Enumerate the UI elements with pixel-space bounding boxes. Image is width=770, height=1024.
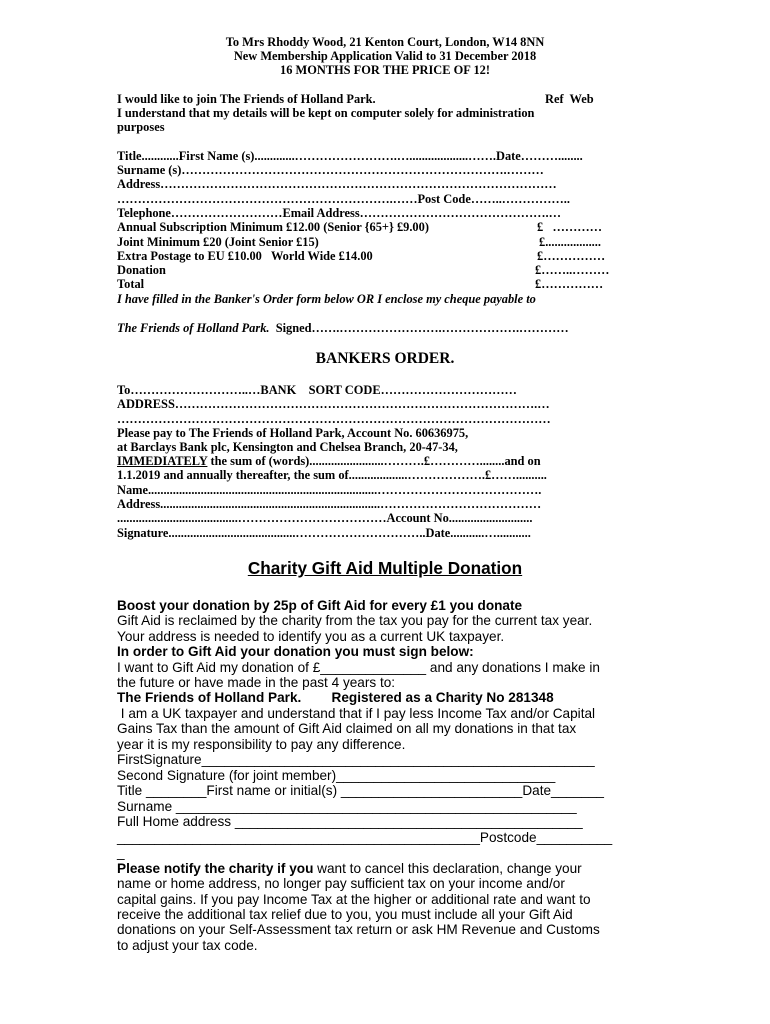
pay-to-line: Please pay to The Friends of Holland Park, Account No. 60636975,	[117, 426, 469, 440]
notify-line-6: to adjust your tax code.	[117, 938, 258, 953]
charity-name: The Friends of Holland Park.	[117, 690, 302, 705]
bankers-order-heading: BANKERS ORDER.	[315, 350, 455, 367]
address-needed-line: Your address is needed to identify you as a current UK taxpayer.	[117, 629, 505, 644]
signed-row	[117, 321, 569, 335]
understand-line-1: I understand that my details will be kept on computer solely for administration	[117, 106, 535, 120]
bank-branch-line: at Barclays Bank plc, Kensington and Chelsea Branch, 20-47-34,	[117, 440, 458, 454]
extra-postage-field[interactable]: £……………	[537, 249, 606, 263]
annual-subscription-field[interactable]: £ …………	[537, 220, 603, 234]
header-address: To Mrs Rhoddy Wood, 21 Kenton Court, London, W14 8NN	[225, 35, 545, 49]
postcode-field[interactable]: ________________________________________________Postcode__________	[117, 830, 613, 845]
gift-aid-heading: Charity Gift Aid Multiple Donation	[247, 558, 523, 578]
second-signature-field[interactable]: Second Signature (for joint member)_____________________________	[117, 768, 556, 783]
first-signature-field[interactable]: FirstSignature____________________________________________________	[117, 752, 595, 767]
reclaimed-line: Gift Aid is reclaimed by the charity from the tax you pay for the current tax year.	[117, 613, 593, 628]
annual-subscription-label: Annual Subscription Minimum £12.00 (Senior {65+} £9.00)	[117, 220, 429, 234]
title-firstname-date-field[interactable]: Title ________First name or initial(s) ________________________Date_______	[117, 783, 604, 798]
charity-registration-row	[117, 690, 554, 706]
address-postcode-field[interactable]: ………………………………………………………….……Post Code……..……………..	[117, 192, 570, 206]
bank-holder-address-field[interactable]: Address.......................................................................…………………………………	[117, 497, 542, 511]
notify-line-3: capital gains. If you pay Income Tax at the higher or additional rate and want to	[117, 892, 591, 907]
immediately-text: IMMEDIATELY	[117, 454, 208, 468]
joint-minimum-field[interactable]: £..................	[539, 235, 601, 249]
total-label: Total	[117, 277, 145, 291]
must-sign-line: In order to Gift Aid your donation you must sign below:	[117, 644, 474, 659]
signed-field[interactable]: Signed…….…………………….……………….…………	[269, 321, 569, 335]
notify-rest: want to cancel this declaration, change your	[313, 861, 582, 876]
total-field[interactable]: £……………	[535, 277, 604, 291]
bank-name-field[interactable]: Name..........................................................................………………………………….	[117, 483, 542, 497]
join-line: I would like to join The Friends of Holland Park.	[117, 92, 376, 106]
notify-line-2: name or home address, no longer pay sufficient tax on your income and/or	[117, 876, 565, 891]
want-line-2: the future or have made in the past 4 years to:	[117, 675, 396, 690]
notify-bold: Please notify the charity if you	[117, 861, 314, 876]
donation-field[interactable]: £……..………	[535, 263, 610, 277]
address-field[interactable]: Address……………………………………………………………………………………	[117, 177, 557, 191]
ref-label: Ref Web	[545, 92, 594, 106]
gift-aid-surname-field[interactable]: Surname _____________________________________________________	[117, 799, 577, 814]
notify-line-4: receive the additional tax relief due to you, you must include all your Gift Aid	[117, 907, 573, 922]
understand-line-2: purposes	[117, 120, 165, 134]
bank-signature-date-field[interactable]: Signature.........................................…………………………..Date...........…...........	[117, 526, 531, 540]
full-home-address-field[interactable]: Full Home address ______________________________________________	[117, 814, 583, 829]
taxpayer-line-1: I am a UK taxpayer and understand that if I pay less Income Tax and/or Capital	[117, 706, 596, 721]
joint-minimum-label: Joint Minimum £20 (Joint Senior £15)	[117, 235, 319, 249]
donation-label: Donation	[117, 263, 166, 277]
bankers-order-note: I have filled in the Banker's Order form below OR I enclose my cheque payable to	[117, 292, 536, 306]
gift-aid-amount-field[interactable]: I want to Gift Aid my donation of £______________ and any donations I make in	[117, 660, 600, 675]
taxpayer-line-3: year it is my responsibility to pay any difference.	[117, 737, 406, 752]
annual-sum-field[interactable]: 1.1.2019 and annually thereafter, the sum of...................……………….£……..........	[117, 468, 547, 482]
stray-underscore: _	[117, 845, 125, 860]
sum-words-row	[117, 454, 541, 468]
sum-words-field[interactable]: the sum of (words)........................……….£…………........and on	[207, 454, 541, 468]
account-number-field[interactable]: .......................................………………………………Account No...........................	[117, 511, 533, 525]
bank-sort-code-field[interactable]: To………………………..…BANK SORT CODE……………………………	[117, 383, 517, 397]
notify-line-1	[117, 861, 582, 877]
notify-line-5: donations on your Self-Assessment tax return or ask HM Revenue and Customs	[117, 922, 600, 937]
header-validity: New Membership Application Valid to 31 December 2018	[233, 49, 537, 63]
title-name-date-field[interactable]: Title............First Name (s).............…………………….…...................…….Date………........	[117, 149, 583, 163]
bank-address-field-2[interactable]: ……………………………………………………………………………………………	[117, 412, 551, 426]
header-offer: 16 MONTHS FOR THE PRICE OF 12!	[280, 63, 490, 77]
telephone-email-field[interactable]: Telephone………………………Email Address……………………………………….…	[117, 206, 562, 220]
surname-field[interactable]: Surname (s)…………………………………………………………………….………	[117, 163, 544, 177]
extra-postage-label: Extra Postage to EU £10.00 World Wide £14.00	[117, 249, 373, 263]
payee-name: The Friends of Holland Park.	[117, 321, 270, 335]
charity-number: Registered as a Charity No 281348	[301, 690, 554, 705]
taxpayer-line-2: Gains Tax than the amount of Gift Aid claimed on all my donations in that tax	[117, 721, 577, 736]
bank-address-field[interactable]: ADDRESS…………………………………………………………………………….…	[117, 397, 550, 411]
boost-line: Boost your donation by 25p of Gift Aid for every £1 you donate	[117, 598, 523, 613]
